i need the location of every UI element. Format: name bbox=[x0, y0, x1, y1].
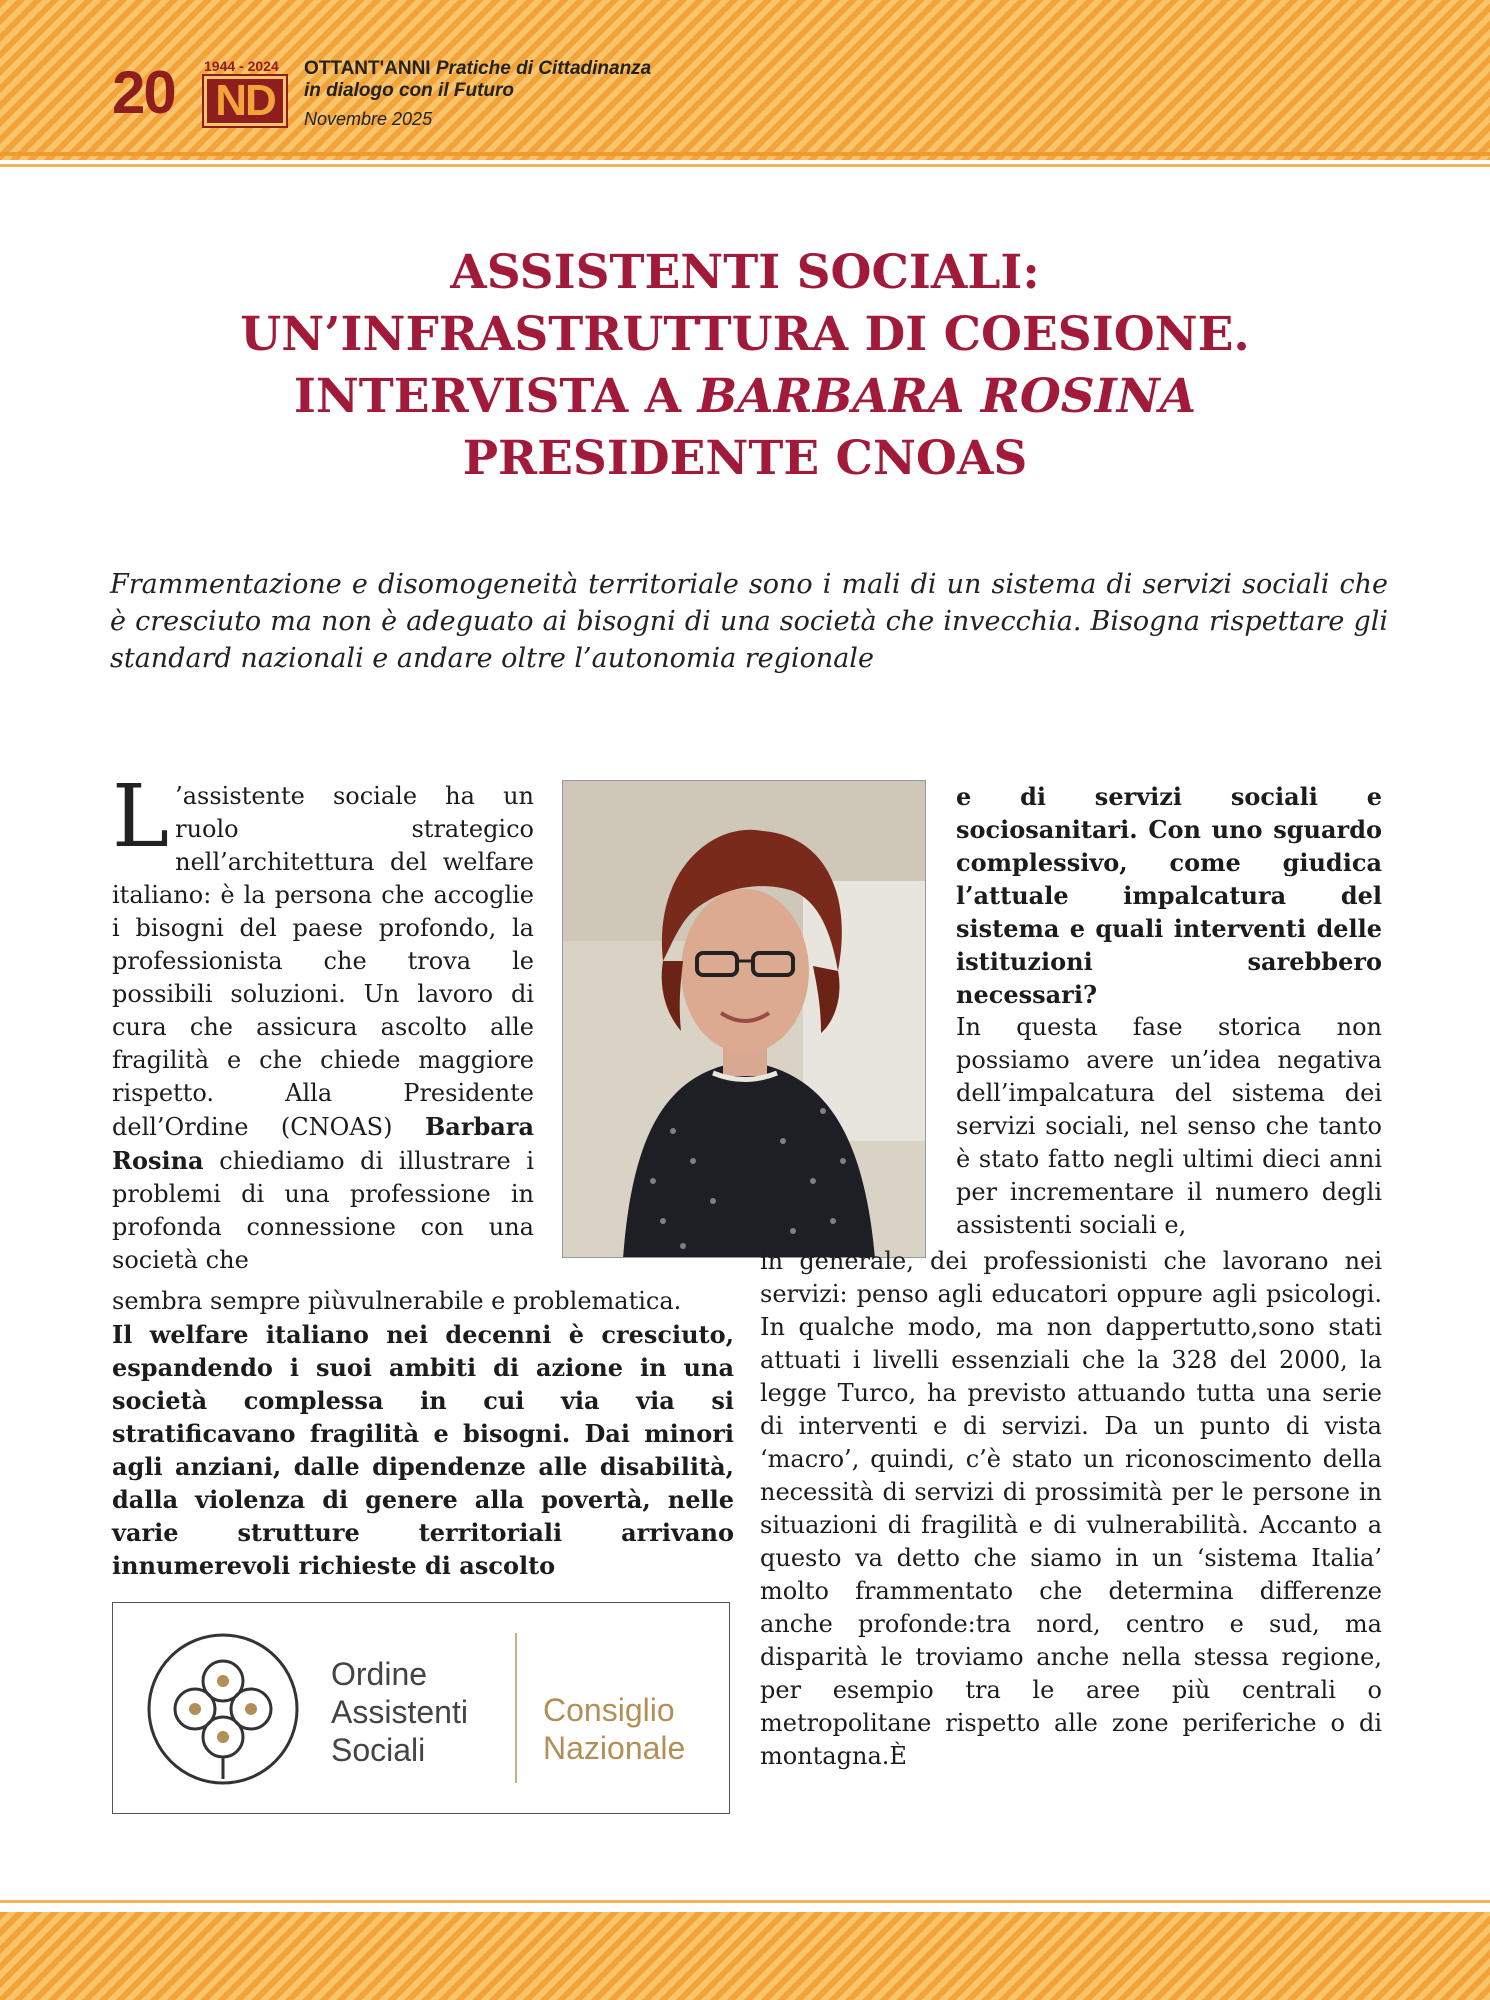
footer-rule bbox=[0, 1900, 1490, 1903]
series-title: OTTANT'ANNI bbox=[304, 58, 431, 79]
article-title bbox=[100, 242, 1390, 490]
issue-date: Novembre 2025 bbox=[304, 109, 433, 129]
intro-text-2: chiediamo di illustrare i problemi di una professione in profonda connessione con una società che bbox=[112, 1147, 534, 1274]
header bbox=[0, 0, 1490, 150]
cnoas-emblem-icon bbox=[143, 1629, 303, 1789]
question-text-2: e di servizi sociali e sociosanitari. Con uno sguardo complessivo, come giudica l’attuale impalcatura del sistema e quali interventi delle istituzioni sarebbero necessari? bbox=[956, 782, 1382, 1009]
article-lead: Frammentazione e disomogeneità territoriale sono i mali di un sistema di servizi sociali che è cresciuto ma non è adeguato ai bisogni di una società che invecchia. Bisogna rispettare gli standard nazionali e andare oltre l’autonomia regionale bbox=[110, 569, 1388, 674]
title-line-1: ASSISTENTI SOCIALI: bbox=[450, 245, 1040, 300]
interviewee-name-inline: Barbara Rosina bbox=[112, 1112, 534, 1175]
series-subtitle-2: in dialogo con il Futuro bbox=[304, 80, 515, 101]
series-subtitle-1: Pratiche di Cittadinanza bbox=[435, 58, 652, 79]
title-line-4: PRESIDENTE CNOAS bbox=[462, 431, 1028, 486]
intro-paragraph bbox=[112, 767, 534, 1277]
council-line-1: Consiglio bbox=[543, 1692, 675, 1728]
answer-column bbox=[760, 1245, 1382, 1773]
answer-text-1: In questa fase storica non possiamo avere un’idea negativa dell’impalcatura del sistema dei servizi sociali, nel senso che tanto è stato fatto negli ultimi dieci anni per incrementare il numero degli assistenti sociali e, bbox=[956, 1013, 1382, 1239]
header-rule-thin bbox=[0, 164, 1490, 167]
portrait-photo bbox=[562, 780, 926, 1258]
question-text-1: Il welfare italiano nei decenni è cresciuto, espandendo i suoi ambiti di azione in una società complessa in cui via via si stratificavano fragilità e bisogni. Dai minori agli anziani, dalle dipendenze alle disabilità, dalla violenza di genere alla povertà, nelle varie strutture territoriali arrivano innumerevoli richieste di ascolto bbox=[112, 1320, 734, 1580]
org-name-line-1: Ordine bbox=[331, 1656, 428, 1692]
logo-years: 1944 - 2024 bbox=[204, 58, 279, 74]
title-line-3 bbox=[100, 366, 1390, 428]
org-name-line-3: Sociali bbox=[331, 1732, 426, 1768]
intro-column bbox=[112, 767, 534, 1277]
drop-cap: L bbox=[112, 767, 170, 867]
question-continuation-column bbox=[956, 780, 1382, 1242]
series-heading bbox=[304, 58, 651, 130]
intro-text-3: sembra sempre piùvulnerabile e problematica. bbox=[112, 1287, 682, 1315]
footer-band bbox=[0, 1912, 1490, 2000]
page-number: 20 bbox=[112, 59, 175, 126]
org-name-line-2: Assistenti bbox=[331, 1694, 468, 1730]
intro-text-1: ’assistente sociale ha un ruolo strategico nell’architettura del welfare italiano: è la persona che accoglie i bisogni del paese profondo, la professionista che trova le possibili soluzioni. Un lavoro di cura che assicura ascolto alle fragilità e che chiede maggiore rispetto. Alla Presidente dell’Ordine (CNOAS) bbox=[112, 782, 534, 1141]
question-column bbox=[112, 1285, 734, 1582]
org-name bbox=[331, 1655, 468, 1769]
nd-logo: ND bbox=[204, 76, 286, 126]
interviewee-name: BARBARA ROSINA bbox=[697, 369, 1197, 424]
logo-divider bbox=[515, 1633, 517, 1783]
title-prefix: INTERVISTA A bbox=[293, 369, 698, 424]
portrait-illustration bbox=[563, 781, 926, 1258]
header-rule bbox=[0, 152, 1490, 156]
title-line-2: UN’INFRASTRUTTURA DI COESIONE. bbox=[240, 307, 1250, 362]
council-line-2: Nazionale bbox=[543, 1730, 686, 1766]
cnoas-logo bbox=[112, 1602, 730, 1814]
council-name bbox=[543, 1691, 685, 1767]
answer-text-2: in generale, dei professionisti che lavorano nei servizi: penso agli educatori oppure agli psicologi. In qualche modo, ma non dappertutto,sono stati attuati i livelli essenziali che la 328 del 2000, la legge Turco, ha previsto attuando tutta una serie di interventi e di servizi. Da un punto di vista ‘macro’, quindi, c’è stato un riconoscimento della necessità di servizi di prossimità per le persone in situazioni di fragilità e di vulnerabilità. Accanto a questo va detto che siamo in un ‘sistema Italia’ molto frammentato che determina differenze anche profonde:tra nord, centro e sud, ma disparità le troviamo anche nella stessa regione, per esempio tra le aree più centrali o metropolitane rispetto alle zone periferiche o di montagna.È bbox=[760, 1247, 1382, 1770]
